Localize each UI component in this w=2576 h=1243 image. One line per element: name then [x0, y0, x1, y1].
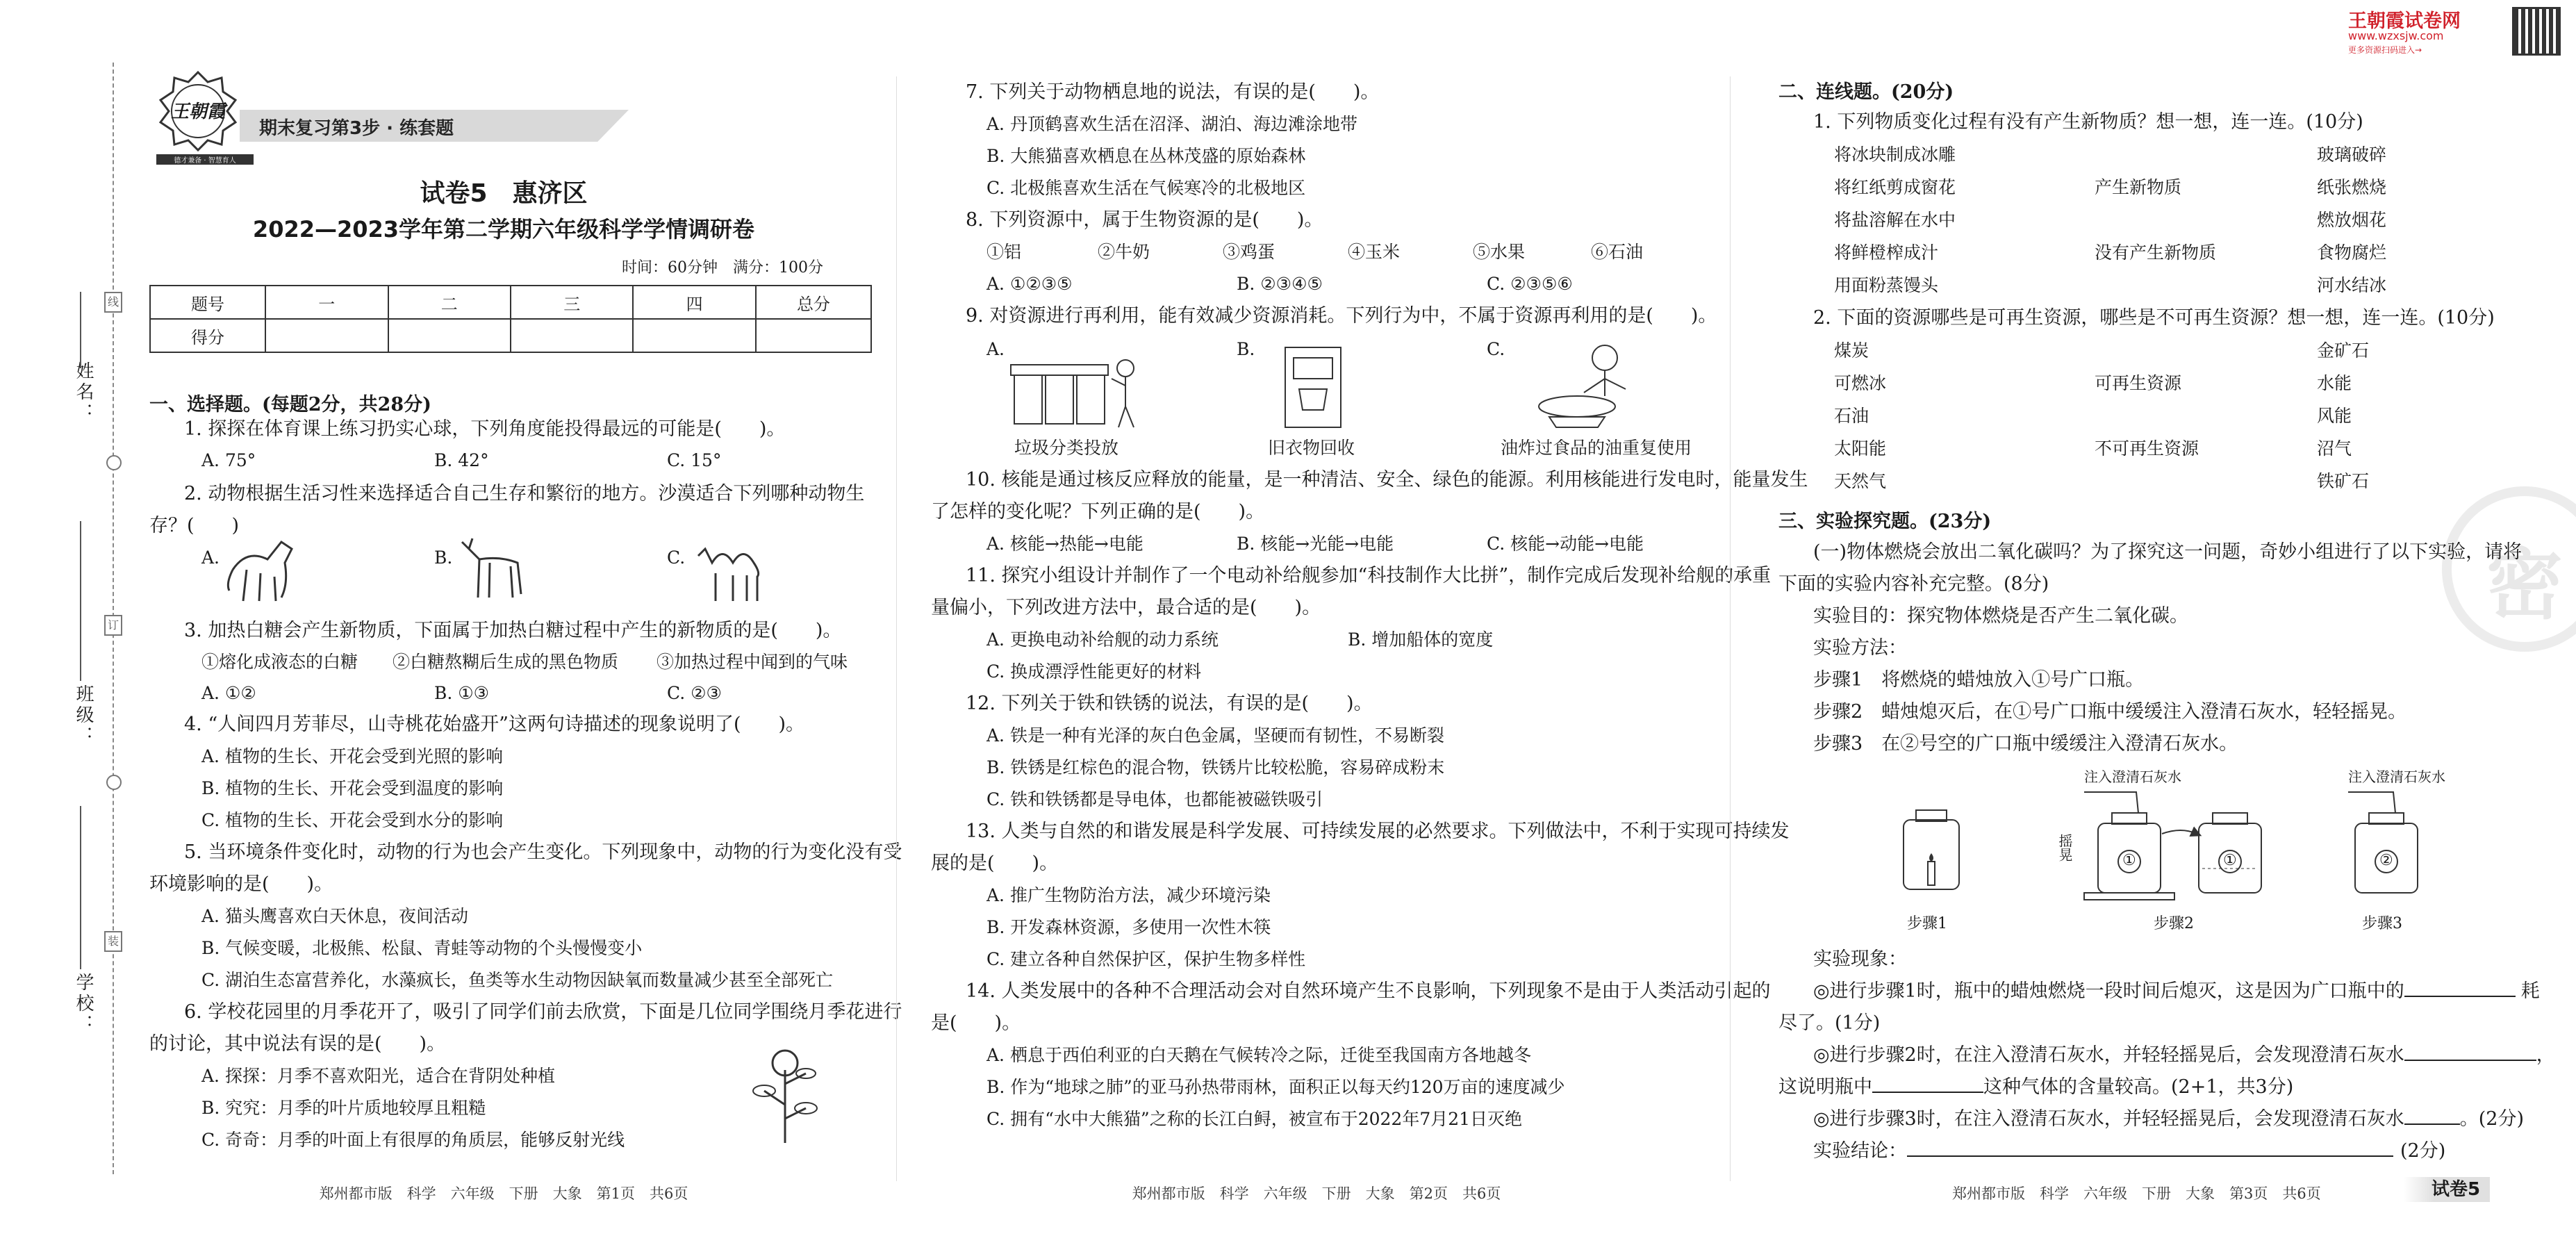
p2-blank-2[interactable]: [1872, 1092, 1983, 1093]
score-cell[interactable]: [756, 319, 871, 352]
jar-1-step2-label: ①: [2122, 852, 2136, 869]
sorting-bins-illustration: [1007, 340, 1146, 434]
l1-right-2[interactable]: 纸张燃烧: [2317, 177, 2387, 197]
q9-option-c[interactable]: C.: [1487, 339, 1505, 359]
q12-option-c[interactable]: C. 铁和铁锈都是导电体，也都能被磁铁吸引: [986, 789, 1323, 809]
experiment-intro-line2: 下面的实验内容补充完整。(8分): [1778, 573, 2049, 595]
l2-left-2[interactable]: 可燃冰: [1834, 373, 1887, 393]
step3-pour-label: 注入澄清石灰水: [2348, 768, 2445, 785]
l1-mid-1[interactable]: 产生新物质: [2095, 177, 2182, 197]
page-3: [1778, 0, 2576, 1243]
q13-option-b[interactable]: B. 开发森林资源，多使用一次性木筷: [986, 917, 1271, 937]
experiment-diagram: [1876, 764, 2473, 938]
q8-option-c[interactable]: C. ②③⑤⑥: [1487, 274, 1573, 294]
q10-option-c[interactable]: C. 核能→动能→电能: [1487, 534, 1644, 554]
score-header: 一: [265, 286, 388, 319]
question-3: 3. 加热白糖会产生新物质，下面属于加热白糖过程中产生的新物质的是( )。: [184, 620, 842, 641]
l2-right-5[interactable]: 铁矿石: [2317, 471, 2370, 491]
cut-mark-seal: 装: [104, 931, 122, 952]
score-header: 二: [388, 286, 511, 319]
q12-option-b[interactable]: B. 铁锈是红棕色的混合物，铁锈片比较松脆，容易碎成粉末: [986, 757, 1445, 777]
q10-option-b[interactable]: B. 核能→光能→电能: [1237, 534, 1394, 554]
score-table: [149, 285, 872, 353]
q1-option-c[interactable]: C. 15°: [667, 450, 722, 470]
l1-left-4[interactable]: 将鲜橙榨成汁: [1834, 242, 1939, 263]
brand-sub: 德才兼备 · 智慧育人: [156, 154, 254, 165]
experiment-intro-line1: (一)物体燃烧会放出二氧化碳吗？为了探究这一问题，奇妙小组进行了以下实验，请将: [1813, 541, 2523, 563]
l2-mid-1[interactable]: 可再生资源: [2095, 373, 2182, 393]
cut-mark-line: 线: [104, 292, 122, 313]
camel-illustration: [691, 535, 775, 607]
q5-option-c[interactable]: C. 湖泊生态富营养化，水藻疯长，鱼类等水生动物因缺氧而数量减少甚至全部死亡: [201, 970, 834, 990]
q13-option-c[interactable]: C. 建立各种自然保护区，保护生物多样性: [986, 949, 1306, 969]
l1-left-3[interactable]: 将盐溶解在水中: [1834, 210, 1956, 230]
question-7: 7. 下列关于动物栖息地的说法，有误的是( )。: [966, 81, 1380, 103]
q9-option-a[interactable]: A.: [986, 339, 1005, 359]
l2-left-3[interactable]: 石油: [1834, 406, 1869, 426]
jar-1-step2b-label: ①: [2223, 852, 2237, 869]
q12-option-a[interactable]: A. 铁是一种有光泽的灰白色金属，坚硬而有韧性，不易断裂: [986, 725, 1444, 746]
score-cell[interactable]: [633, 319, 755, 352]
cut-mark-bind: 订: [104, 615, 122, 636]
l1-right-3[interactable]: 燃放烟花: [2317, 210, 2387, 230]
l1-right-5[interactable]: 河水结冰: [2317, 275, 2387, 295]
p3-text: ◎进行步骤3时，在注入澄清石灰水，并轻轻摇晃后，会发现澄清石灰水: [1813, 1108, 2404, 1130]
site-watermark: [2348, 6, 2570, 61]
question-9: 9. 对资源进行再利用，能有效减少资源消耗。下列行为中，不属于资源再利用的是( )。: [966, 305, 1717, 327]
q3-option-c[interactable]: C. ②③: [667, 683, 722, 703]
l1-mid-2[interactable]: 没有产生新物质: [2095, 242, 2217, 263]
phenomenon-label: 实验现象：: [1813, 948, 1907, 970]
frying-oil-illustration: [1528, 340, 1653, 434]
question-2-line1: 2. 动物根据生活习性来选择适合自己生存和繁衍的地方。沙漠适合下列哪种动物生: [184, 483, 865, 504]
page-2: [931, 0, 1808, 1243]
q3-item-1: ①熔化成液态的白糖: [201, 652, 358, 672]
watermark-site-name: 王朝霞试卷网: [2348, 10, 2461, 32]
l2-right-2[interactable]: 水能: [2317, 373, 2352, 393]
school-label: 学校：: [73, 973, 94, 1035]
phenomenon-3: [1813, 1103, 2524, 1135]
goat-illustration: [459, 535, 535, 607]
q2-option-c[interactable]: C.: [667, 548, 686, 568]
header-band-text: 期末复习第3步 · 练套题: [259, 118, 454, 139]
phenomenon-2: [1813, 1039, 2555, 1071]
class-label: 班级：: [73, 684, 94, 747]
section-3-title: 三、实验探究题。(23分): [1778, 511, 1992, 532]
q1-option-b[interactable]: B. 42°: [434, 450, 489, 470]
q8-option-b[interactable]: B. ②③④⑤: [1237, 274, 1323, 294]
watermark-note: 更多资源扫码进入→: [2348, 45, 2422, 55]
conclusion-score: (2分): [2400, 1140, 2446, 1162]
name-label: 姓名：: [73, 361, 94, 424]
brand-logo: [156, 69, 240, 165]
l1-left-1[interactable]: 将冰块制成冰雕: [1834, 145, 1956, 165]
q9-caption-a: 垃圾分类投放: [1014, 438, 1119, 458]
confidential-stamp: [2442, 486, 2576, 652]
link-question-2: 2. 下面的资源哪些是可再生资源，哪些是不可再生资源？想一想，连一连。(10分): [1813, 307, 2495, 329]
question-13-line1: 13. 人类与自然的和谐发展是科学发展、可持续发展的必然要求。下列做法中，不利于实现可持续发: [966, 821, 1790, 842]
l2-right-4[interactable]: 沼气: [2317, 438, 2352, 459]
question-14-line2: 是( )。: [931, 1012, 1021, 1034]
experiment-method: 实验方法：: [1813, 637, 1907, 659]
q10-option-a[interactable]: A. 核能→热能→电能: [986, 534, 1143, 554]
q11-option-a[interactable]: A. 更换电动补给舰的动力系统: [986, 629, 1219, 650]
l1-left-2[interactable]: 将红纸剪成窗花: [1834, 177, 1956, 197]
q3-item-2: ②白糖熬糊后生成的黑色物质: [393, 652, 619, 672]
section-1-title: 一、选择题。(每题2分，共28分): [149, 394, 431, 415]
watermark-url: www.wzxsjw.com: [2348, 29, 2444, 42]
l2-left-5[interactable]: 天然气: [1834, 471, 1887, 491]
l2-left-4[interactable]: 太阳能: [1834, 438, 1887, 459]
q9-caption-b: 旧衣物回收: [1268, 438, 1355, 458]
question-6-line1: 6. 学校花园里的月季花开了，吸引了同学们前去欣赏，下面是几位同学围绕月季花进行: [184, 1001, 902, 1023]
shake-label: 摇晃: [2056, 834, 2073, 862]
conclusion-label: 实验结论：: [1813, 1140, 1907, 1162]
q2-option-a[interactable]: A.: [201, 548, 220, 568]
q1-option-a[interactable]: A. 75°: [201, 450, 256, 470]
page-3-footer: 郑州都市版 科学 六年级 下册 大象 第3页 共6页: [1952, 1185, 2321, 1202]
score-header: 三: [511, 286, 633, 319]
phenomenon-1-line2: 尽了。(1分): [1778, 1012, 1881, 1034]
p1-blank[interactable]: [2404, 996, 2516, 997]
link-question-1: 1. 下列物质变化过程有没有产生新物质？想一想，连一连。(10分): [1813, 111, 2363, 133]
step3-caption: 步骤3: [2362, 915, 2402, 932]
p2-text: ◎进行步骤2时，在注入澄清石灰水，并轻轻摇晃后，会发现澄清石灰水: [1813, 1044, 2404, 1066]
q14-option-a[interactable]: A. 栖息于西伯利亚的白天鹅在气候转冷之际，迁徙至我国南方各地越冬: [986, 1045, 1531, 1065]
paper-tag: [2404, 1177, 2490, 1202]
experiment-purpose: 实验目的：探究物体燃烧是否产生二氧化碳。: [1813, 605, 2188, 627]
l1-left-5[interactable]: 用面粉蒸馒头: [1834, 275, 1939, 295]
page-1: [135, 0, 902, 1243]
q11-option-b[interactable]: B. 增加船体的宽度: [1348, 629, 1494, 650]
paper-subtitle: 2022—2023学年第二学期六年级科学学情调研卷: [252, 216, 755, 242]
question-12: 12. 下列关于铁和铁锈的说法，有误的是( )。: [966, 693, 1373, 714]
step2-pour-label: 注入澄清石灰水: [2084, 768, 2181, 785]
experiment-step-1: 步骤1 将燃烧的蜡烛放入①号广口瓶。: [1813, 669, 2145, 691]
q6-option-b[interactable]: B. 究究：月季的叶片质地较厚且粗糙: [201, 1098, 486, 1118]
p2-line2-text: 这说明瓶中: [1778, 1076, 1872, 1098]
score-cell[interactable]: [388, 319, 511, 352]
conclusion-blank[interactable]: [1907, 1155, 2393, 1157]
section-2-title: 二、连线题。(20分): [1778, 81, 1954, 103]
q3-option-a[interactable]: A. ①②: [201, 683, 256, 703]
qr-code-icon: [2512, 7, 2561, 56]
score-header: 题号: [150, 286, 265, 319]
question-4: 4. “人间四月芳菲尽，山寺桃花始盛开”这两句诗描述的现象说明了( )。: [184, 714, 805, 735]
question-11-line2: 量偏小，下列改进方法中，最合适的是( )。: [931, 597, 1321, 618]
question-8: 8. 下列资源中，属于生物资源的是( )。: [966, 209, 1323, 231]
p1-text: ◎进行步骤1时，瓶中的蜡烛燃烧一段时间后熄灭，这是因为广口瓶中的: [1813, 980, 2404, 1002]
brand-name: 王朝霞: [170, 101, 225, 122]
p2-comma: ，: [2536, 1044, 2555, 1066]
l2-right-1[interactable]: 金矿石: [2317, 340, 2370, 361]
score-header: 总分: [756, 286, 871, 319]
step2-caption: 步骤2: [2154, 915, 2194, 932]
q5-option-b[interactable]: B. 气候变暖，北极熊、松鼠、青蛙等动物的个头慢慢变小: [201, 938, 643, 958]
q7-option-b[interactable]: B. 大熊猫喜欢栖息在丛林茂盛的原始森林: [986, 146, 1306, 166]
q8-item-4: ④玉米: [1348, 242, 1401, 262]
p2-blank-1[interactable]: [2404, 1060, 2536, 1061]
l1-right-1[interactable]: 玻璃破碎: [2317, 145, 2387, 165]
q7-option-c[interactable]: C. 北极熊喜欢生活在气候寒冷的北极地区: [986, 178, 1306, 198]
q13-option-a[interactable]: A. 推广生物防治方法，减少环境污染: [986, 885, 1271, 905]
paper-tag-text: 试卷5: [2431, 1179, 2481, 1200]
question-13-line2: 展的是( )。: [931, 853, 1059, 874]
l2-left-1[interactable]: 煤炭: [1834, 340, 1869, 361]
question-5-line2: 环境影响的是( )。: [149, 873, 333, 895]
l2-right-3[interactable]: 风能: [2317, 406, 2352, 426]
score-cell[interactable]: [265, 319, 388, 352]
q9-caption-c: 油炸过食品的油重复使用: [1501, 438, 1692, 458]
horse-illustration: [226, 535, 302, 607]
p3-blank[interactable]: [2404, 1123, 2460, 1125]
q14-option-c[interactable]: C. 拥有“水中大熊猫”之称的长江白鲟，被宣布于2022年7月21日灭绝: [986, 1109, 1523, 1129]
experiment-step-3: 步骤3 在②号空的广口瓶中缓缓注入澄清石灰水。: [1813, 733, 2238, 755]
question-10-line2: 了怎样的变化呢？下列正确的是( )。: [931, 501, 1265, 522]
paper-title: 试卷5 惠济区: [420, 179, 588, 208]
p1-suffix: 耗: [2520, 980, 2540, 1002]
q8-item-2: ②牛奶: [1098, 242, 1150, 262]
p3-suffix: 。(2分): [2459, 1108, 2524, 1130]
score-header: 四: [633, 286, 755, 319]
stamp-text: 密: [2486, 540, 2563, 629]
page-1-footer: 郑州都市版 科学 六年级 下册 大象 第1页 共6页: [319, 1185, 688, 1202]
paper-meta: 时间：60分钟 满分：100分: [622, 259, 823, 277]
p2-line2-suffix: 这种气体的含量较高。(2+1，共3分): [1983, 1076, 2294, 1098]
q3-option-b[interactable]: B. ①③: [434, 683, 490, 703]
question-2-line2: 存？( ): [149, 515, 240, 536]
rose-illustration: [747, 1042, 823, 1149]
q2-option-b[interactable]: B.: [434, 548, 453, 568]
q8-item-6: ⑥石油: [1591, 242, 1644, 262]
question-14-line1: 14. 人类发展中的各种不合理活动会对自然环境产生不良影响，下列现象不是由于人类活动引起的: [966, 980, 1771, 1002]
q7-option-a[interactable]: A. 丹顶鹤喜欢生活在沼泽、湖泊、海边滩涂地带: [986, 114, 1357, 134]
q8-item-3: ③鸡蛋: [1223, 242, 1275, 262]
q4-option-c[interactable]: C. 植物的生长、开花会受到水分的影响: [201, 810, 504, 830]
question-11-line1: 11. 探究小组设计并制作了一个电动补给舰参加“科技制作大比拼”，制作完成后发现补给舰的承重: [966, 565, 1772, 586]
q5-option-a[interactable]: A. 猫头鹰喜欢白天休息，夜间活动: [201, 906, 468, 926]
l2-mid-2[interactable]: 不可再生资源: [2095, 438, 2199, 459]
q3-item-3: ③加热过程中闻到的气味: [657, 652, 848, 672]
question-1: 1. 探探在体育课上练习扔实心球，下列角度能投得最远的可能是( )。: [184, 418, 786, 440]
question-5-line1: 5. 当环境条件变化时，动物的行为也会产生变化。下列现象中，动物的行为变化没有受: [184, 841, 902, 863]
score-row-label: 得分: [150, 319, 265, 352]
jar-2-label: ②: [2379, 852, 2393, 869]
q11-option-c[interactable]: C. 换成漂浮性能更好的材料: [986, 661, 1202, 682]
l1-right-4[interactable]: 食物腐烂: [2317, 242, 2387, 263]
question-6-line2: 的讨论，其中说法有误的是( )。: [149, 1033, 446, 1055]
question-10-line1: 10. 核能是通过核反应释放的能量，是一种清洁、安全、绿色的能源。利用核能进行发电时，能量发生: [966, 469, 1808, 491]
q6-option-a[interactable]: A. 探探：月季不喜欢阳光，适合在背阴处种植: [201, 1066, 555, 1086]
conclusion-row: [1813, 1135, 2445, 1167]
score-cell[interactable]: [511, 319, 633, 352]
q4-option-b[interactable]: B. 植物的生长、开花会受到温度的影响: [201, 778, 504, 798]
phenomenon-1: [1813, 976, 2540, 1007]
page-2-footer: 郑州都市版 科学 六年级 下册 大象 第2页 共6页: [1132, 1185, 1501, 1202]
experiment-step-2: 步骤2 蜡烛熄灭后，在①号广口瓶中缓缓注入澄清石灰水，轻轻摇晃。: [1813, 701, 2407, 723]
clothes-bin-illustration: [1271, 340, 1355, 434]
q14-option-b[interactable]: B. 作为“地球之肺”的亚马孙热带雨林，面积正以每天约120万亩的速度减少: [986, 1077, 1565, 1097]
q4-option-a[interactable]: A. 植物的生长、开花会受到光照的影响: [201, 746, 503, 766]
step1-caption: 步骤1: [1907, 915, 1947, 932]
q6-option-c[interactable]: C. 奇奇：月季的叶面上有很厚的角质层，能够反射光线: [201, 1130, 625, 1150]
q8-option-a[interactable]: A. ①②③⑤: [986, 274, 1073, 294]
q9-option-b[interactable]: B.: [1237, 339, 1255, 359]
q8-item-1: ①铝: [986, 242, 1022, 262]
phenomenon-2-line2: [1778, 1071, 2293, 1103]
q8-item-5: ⑤水果: [1473, 242, 1526, 262]
